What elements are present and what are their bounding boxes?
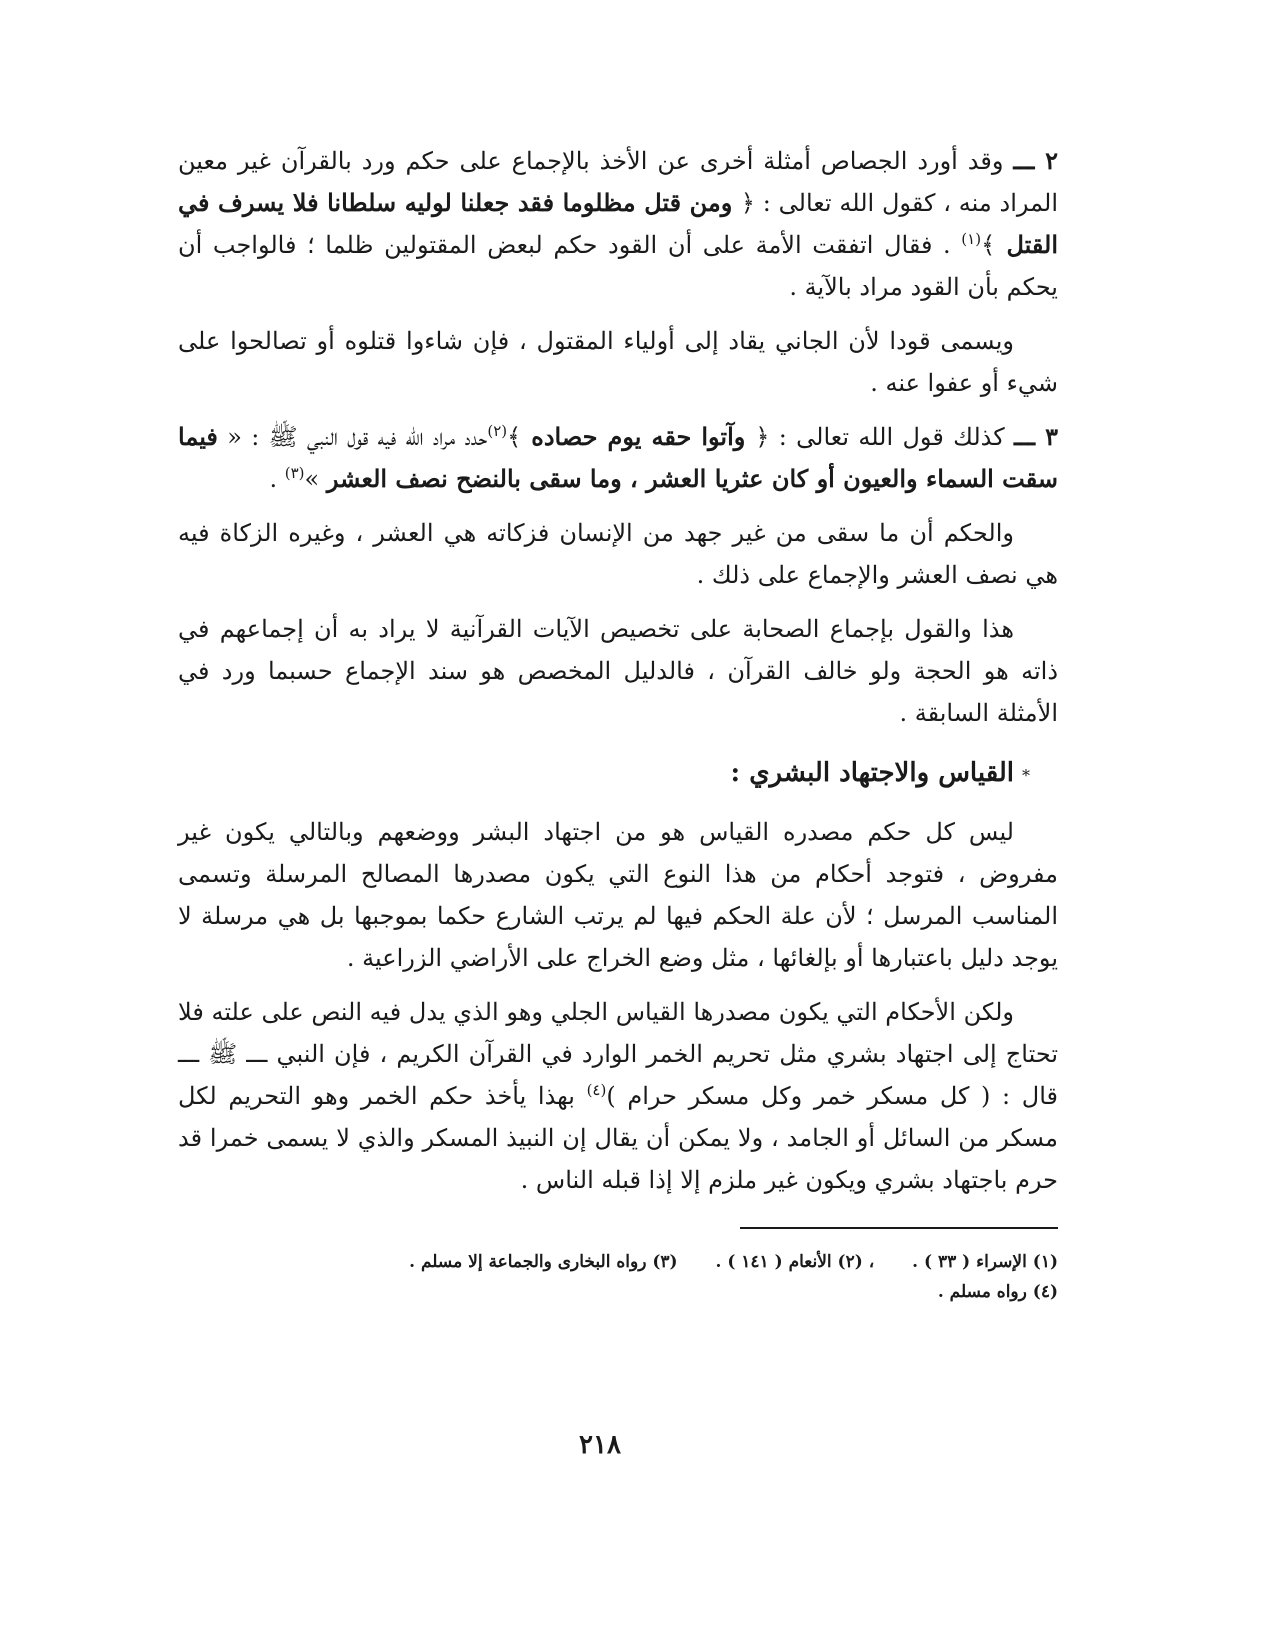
paragraph-khamr xyxy=(178,991,1058,1201)
footnote-ref: (٣) xyxy=(284,464,305,482)
footnote-4: (٤) رواه مسلم . xyxy=(937,1282,1058,1302)
paragraph-text: ولكن الأحكام التي يكون مصدرها القياس الجلي وهو الذي يدل فيه النص على علته فلا تحتاج إلى اجتهاد بشري مثل تحريم الخمر الوارد في القرآن الكريم ، فإن النبي ـــ ﷺ ـــ قال : ( كل مسكر خمر وكل مسكر حرام ) xyxy=(178,998,1059,1110)
section-heading xyxy=(178,752,1058,797)
footnote-ref: (٤) xyxy=(586,1081,607,1099)
paragraph-text: . xyxy=(269,465,285,493)
quran-close-bracket: ﴾ xyxy=(507,423,522,451)
paragraph-qawad: ويسمى قودا لأن الجاني يقاد إلى أولياء المقتول ، فإن شاءوا قتلوه أو تصالحوا على شيء أو عفوا عنه . xyxy=(178,327,1058,397)
paragraph-text: وقد أورد الجصاص أمثلة أخرى عن الأخذ بالإجماع على حكم ورد بالقرآن غير معين المراد منه ، كقول الله تعالى : ﴿ xyxy=(178,147,1059,217)
footnote-row xyxy=(178,1247,1058,1277)
footnote-1: (١) الإسراء ( ٣٣ ) . xyxy=(912,1252,1058,1272)
page-body xyxy=(178,140,1058,1307)
paragraph-text: . فقال اتفقت الأمة على أن القود حكم لبعض المقتولين ظلما ؛ فالواجب أن يحكم بأن القود مراد بالآية . xyxy=(178,231,1058,301)
footnote-2: ، (٢) الأنعام ( ١٤١ ) . xyxy=(715,1252,875,1272)
heading-text: القياس والاجتهاد البشري : xyxy=(730,758,1014,788)
paragraph-consensus: هذا والقول بإجماع الصحابة على تخصيص الآيات القرآنية لا يراد به أن إجماعهم في ذاته هو الحجة ولو خالف القرآن ، فالدليل المخصص هو سند الإجماع حسبما ورد في الأمثلة السابقة . xyxy=(178,615,1058,727)
paragraph-qiyas: ليس كل حكم مصدره القياس هو من اجتهاد البشر ووضعهم وبالتالي يكون غير مفروض ، فتوجد أحكام من هذا النوع التي يكون مصدرها المصالح المرسلة وتسمى المناسب المرسل ؛ لأن علة الحكم فيها لم يرتب الشارع حكما بموجبها بل هي مرسلة لا يوجد دليل باعتبارها أو بإلغائها ، مثل وضع الخراج على الأراضي الزراعية . xyxy=(178,818,1058,972)
paragraph-3 xyxy=(178,416,1058,500)
footnote-divider xyxy=(740,1227,1058,1229)
quran-verse: وآتوا حقه يوم حصاده xyxy=(521,422,756,451)
quote-close: » xyxy=(304,465,327,493)
hadith-quote: فيما سقت السماء والعيون أو كان عثريا العشر ، وما سقى بالنضح نصف العشر xyxy=(178,422,1058,493)
footnotes xyxy=(178,1247,1058,1307)
paragraph-2 xyxy=(178,140,1058,308)
paragraph-text: كذلك قول الله تعالى : ﴿ xyxy=(755,423,1005,451)
paragraph-text: حدد مراد الله فيه قول النبي ﷺ : « xyxy=(217,423,488,451)
heading-star-icon: * xyxy=(1022,766,1030,785)
item-number: ٣ ـــ xyxy=(1013,422,1059,451)
item-number: ٢ ـــ xyxy=(1013,146,1058,175)
paragraph-text: بهذا يأخذ حكم الخمر وهو التحريم لكل مسكر من السائل أو الجامد ، ولا يمكن أن يقال إن النبيذ المسكر والذي لا يسمى خمرا قد حرم باجتهاد بشري ويكون غير ملزم إلا إذا قبله الناس . xyxy=(178,1082,1058,1194)
quran-close-bracket: ﴾ xyxy=(981,231,996,259)
footnote-ref: (١) xyxy=(961,230,982,248)
quran-verse: ومن قتل مظلوما فقد جعلنا لوليه سلطانا فلا يسرف في القتل xyxy=(178,188,1058,259)
footnote-3: (٣) رواه البخارى والجماعة إلا مسلم . xyxy=(409,1252,678,1272)
page-number: ٢١٨ xyxy=(579,1430,621,1460)
footnote-ref: (٢) xyxy=(487,422,508,440)
paragraph-zakat: والحكم أن ما سقى من غير جهد من الإنسان فزكاته هي العشر ، وغيره الزكاة فيه هي نصف العشر والإجماع على ذلك . xyxy=(178,519,1058,589)
footnote-row xyxy=(178,1277,1058,1307)
